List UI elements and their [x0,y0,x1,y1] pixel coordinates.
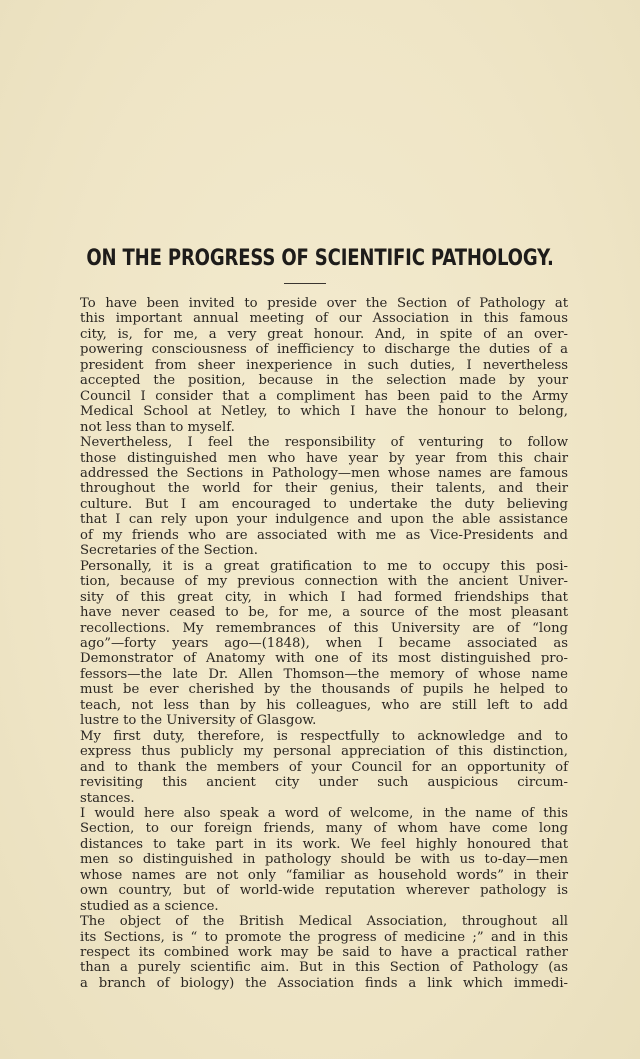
text-line: My first duty, therefore, is respectfully to acknowledge and to [80,728,568,744]
text-line: The object of the British Medical Association, throughout all [80,914,568,930]
text-line: own country, but of world-wide reputation wherever pathology is [80,883,568,899]
text-line: powering consciousness of inefficiency to discharge the duties of a [80,342,568,358]
text-line: throughout the world for their genius, their talents, and their [80,481,568,497]
text-line: studied as a science. [80,898,219,914]
body-text [80,296,568,991]
text-line: of my friends who are associated with me as Vice-Presidents and [80,527,568,543]
text-line: respect its combined work may be said to have a practical rather [80,945,568,961]
text-line: a branch of biology) the Association finds a link which immedi- [80,975,568,991]
text-line: ago”—forty years ago—(1848), when I became associated as [80,635,568,651]
text-line: must be ever cherished by the thousands of pupils he helped to [80,682,568,698]
text-line: Nevertheless, I feel the responsibility of venturing to follow [80,435,568,451]
paragraph [80,806,568,914]
text-line: culture. But I am encouraged to undertake the duty believing [80,496,568,512]
text-line: whose names are not only “familiar as household words” in their [80,867,568,883]
text-line: stances. [80,790,135,806]
text-line: and to thank the members of your Council for an opportunity of [80,759,568,775]
text-line: than a purely scientific aim. But in this Section of Pathology (as [80,960,568,976]
text-line: recollections. My remembrances of this University are of “long [80,620,568,636]
text-line: this important annual meeting of our Association in this famous [80,311,568,327]
text-line: revisiting this ancient city under such auspicious circum- [80,775,568,791]
text-line: sity of this great city, in which I had formed friendships that [80,589,568,605]
paragraph [80,914,568,991]
text-line: president from sheer inexperience in such duties, I nevertheless [80,357,568,373]
text-line: Demonstrator of Anatomy with one of its most distinguished pro- [80,651,568,667]
text-line: Section, to our foreign friends, many of whom have come long [80,821,568,837]
text-line: lustre to the University of Glasgow. [80,713,317,729]
paragraph [80,729,568,806]
text-line: that I can rely upon your indulgence and upon the able assistance [80,512,568,528]
text-line: To have been invited to preside over the Section of Pathology at [80,296,568,311]
text-line: not less than to myself. [80,419,235,435]
text-line: express thus publicly my personal appreciation of this distinction, [80,744,568,760]
text-line: men so distinguished in pathology should be with us to-day—men [80,852,568,868]
text-line: distances to take part in its work. We feel highly honoured that [80,836,568,852]
paragraph [80,559,568,729]
text-line: fessors—the late Dr. Allen Thomson—the memory of whose name [80,666,568,682]
text-line: city, is, for me, a very great honour. And, in spite of an over- [80,326,568,342]
text-line: I would here also speak a word of welcome, in the name of this [80,805,568,821]
text-line: Council I consider that a compliment has been paid to the Army [80,388,568,404]
paragraph [80,435,568,559]
paragraph [80,296,568,435]
text-line: Personally, it is a great gratification to me to occupy this posi- [80,558,568,574]
text-line: teach, not less than by his colleagues, who are still left to add [80,697,568,713]
text-line: accepted the position, because in the selection made by your [80,373,568,389]
text-line: tion, because of my previous connection with the ancient Univer- [80,574,568,590]
page-title: ON THE PROGRESS OF SCIENTIFIC PATHOLOGY. [86,246,554,271]
text-line: its Sections, is “ to promote the progress of medicine ;” and in this [80,929,568,945]
text-line: addressed the Sections in Pathology—men whose names are famous [80,465,568,481]
text-line: have never ceased to be, for me, a source of the most pleasant [80,605,568,621]
text-line: Medical School at Netley, to which I have the honour to belong, [80,404,568,420]
text-line: those distinguished men who have year by year from this chair [80,450,568,466]
text-line: Secretaries of the Section. [80,543,258,559]
title-rule [284,283,326,284]
